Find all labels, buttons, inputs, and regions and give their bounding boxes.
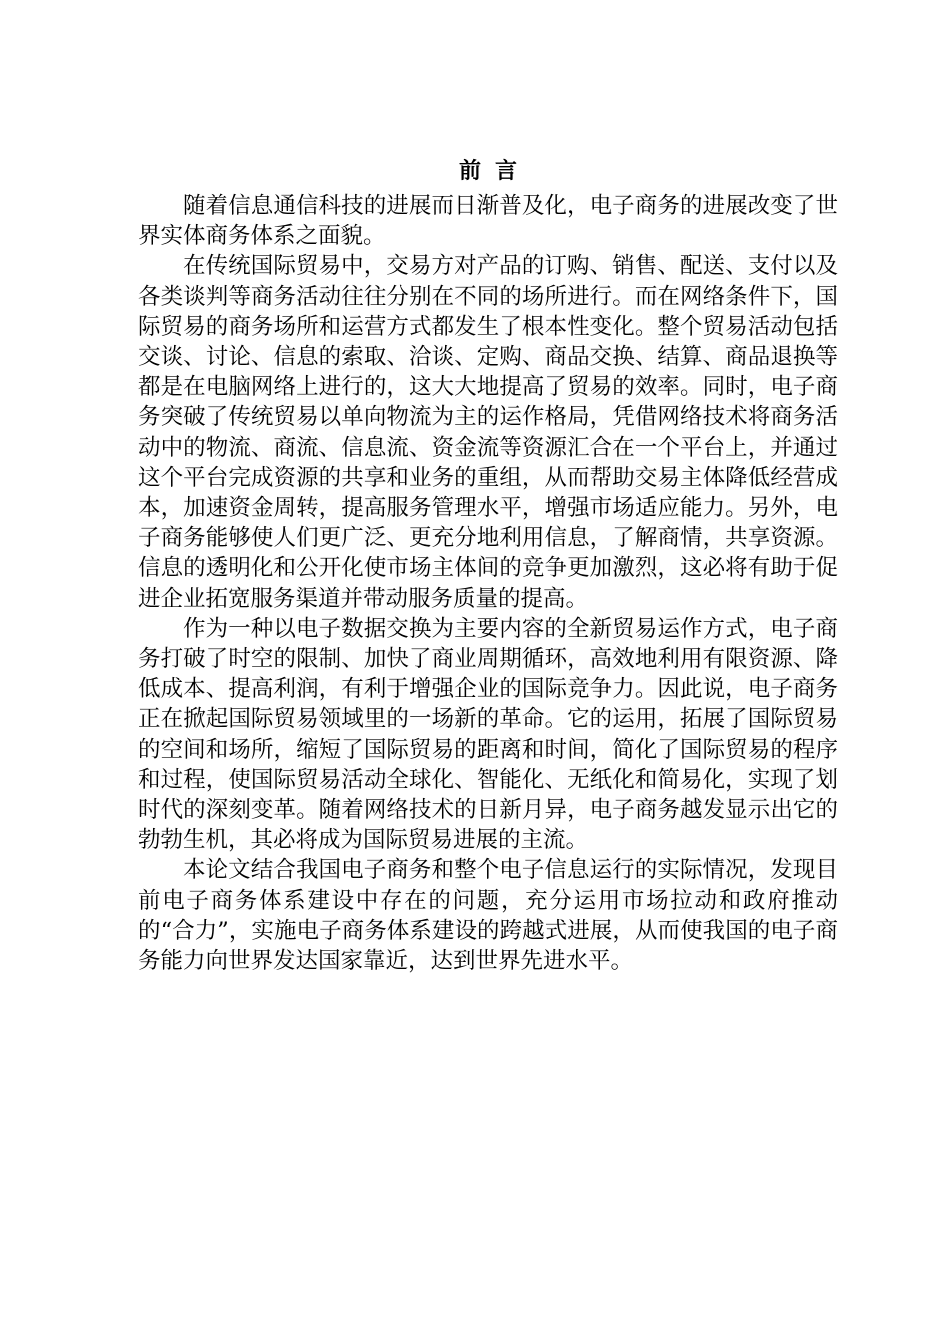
- paragraph-4: 本论文结合我国电子商务和整个电子信息运行的实际情况，发现目前电子商务体系建设中存在的问题，充分运用市场拉动和政府推动的“合力”，实施电子商务体系建设的跨越式进展，从而使我国的电子商务能力向世界发达国家靠近，达到世界先进水平。: [138, 857, 838, 975]
- document-page: [138, 155, 838, 976]
- paragraph-3: 作为一种以电子数据交换为主要内容的全新贸易运作方式，电子商务打破了时空的限制、加快了商业周期循环，高效地利用有限资源、降低成本、提高利润，有利于增强企业的国际竞争力。因此说，电子商务正在掀起国际贸易领域里的一场新的革命。它的运用，拓展了国际贸易的空间和场所，缩短了国际贸易的距离和时间，简化了国际贸易的程序和过程，使国际贸易活动全球化、智能化、无纸化和简易化，实现了划时代的深刻变革。随着网络技术的日新月异，电子商务越发显示出它的勃勃生机，其必将成为国际贸易进展的主流。: [138, 615, 838, 854]
- paragraph-2: 在传统国际贸易中，交易方对产品的订购、销售、配送、支付以及各类谈判等商务活动往往分别在不同的场所进行。而在网络条件下，国际贸易的商务场所和运营方式都发生了根本性变化。整个贸易活动包括交谈、讨论、信息的索取、洽谈、定购、商品交换、结算、商品退换等都是在电脑网络上进行的，这大大地提高了贸易的效率。同时，电子商务突破了传统贸易以单向物流为主的运作格局，凭借网络技术将商务活动中的物流、商流、信息流、资金流等资源汇合在一个平台上，并通过这个平台完成资源的共享和业务的重组，从而帮助交易主体降低经营成本，加速资金周转，提高服务管理水平，增强市场适应能力。另外，电子商务能够使人们更广泛、更充分地利用信息，了解商情，共享资源。信息的透明化和公开化使市场主体间的竞争更加激烈，这必将有助于促进企业拓宽服务渠道并带动服务质量的提高。: [138, 253, 838, 612]
- paragraph-1: 随着信息通信科技的进展而日渐普及化，电子商务的进展改变了世界实体商务体系之面貌。: [138, 193, 838, 250]
- document-title: 前言: [458, 159, 531, 184]
